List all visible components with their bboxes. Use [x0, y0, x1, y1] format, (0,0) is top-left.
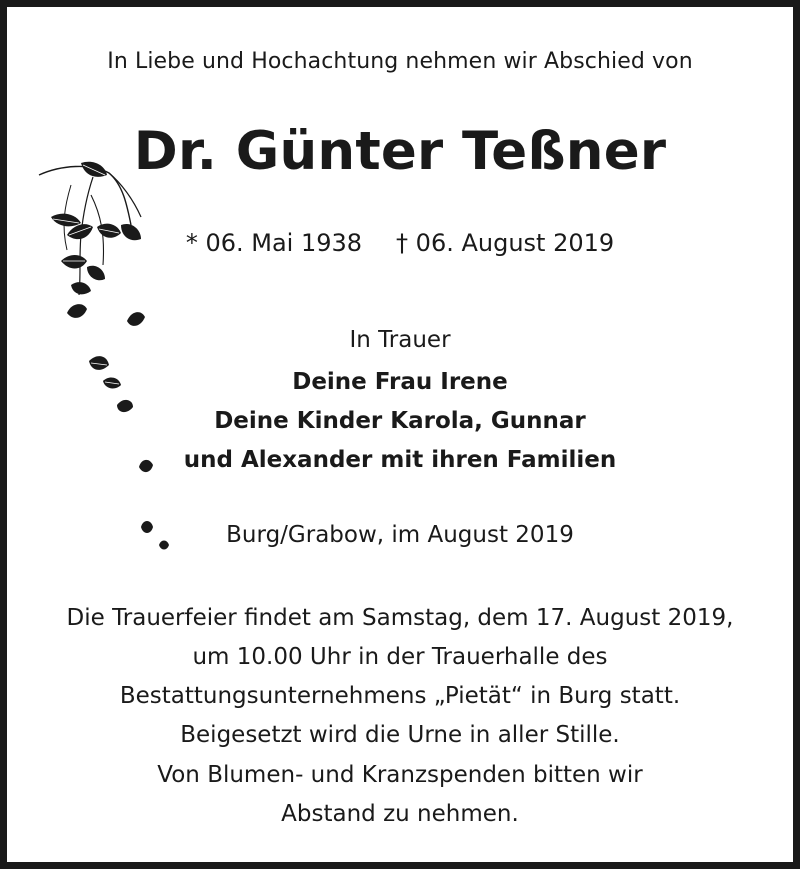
funeral-text-line: um 10.00 Uhr in der Trauerhalle des [192, 644, 608, 670]
death-date: † 06. August 2019 [396, 229, 615, 257]
mourner-line: Deine Kinder Karola, Gunnar [214, 408, 586, 434]
funeral-text-line: Beigesetzt wird die Urne in aller Stille. [180, 722, 620, 748]
funeral-text-line: Von Blumen- und Kranzspenden bitten wir [157, 762, 643, 788]
deceased-name: Dr. Günter Teßner [133, 121, 667, 182]
mourner-line: Deine Frau Irene [292, 369, 508, 395]
funeral-text-line: Die Trauerfeier findet am Samstag, dem 17. August 2019, [66, 605, 734, 631]
life-dates [7, 231, 793, 255]
funeral-text-line: Bestattungsunternehmens „Pietät“ in Burg statt. [119, 683, 681, 709]
place-and-date: Burg/Grabow, im August 2019 [226, 522, 574, 548]
intro-text: In Liebe und Hochachtung nehmen wir Abschied von [107, 49, 693, 74]
mourners-heading: In Trauer [349, 327, 451, 353]
mourner-line: und Alexander mit ihren Familien [183, 447, 617, 473]
falling-leaves-icon [31, 155, 181, 565]
funeral-text-line: Abstand zu nehmen. [281, 801, 519, 827]
birth-date: * 06. Mai 1938 [185, 229, 363, 257]
